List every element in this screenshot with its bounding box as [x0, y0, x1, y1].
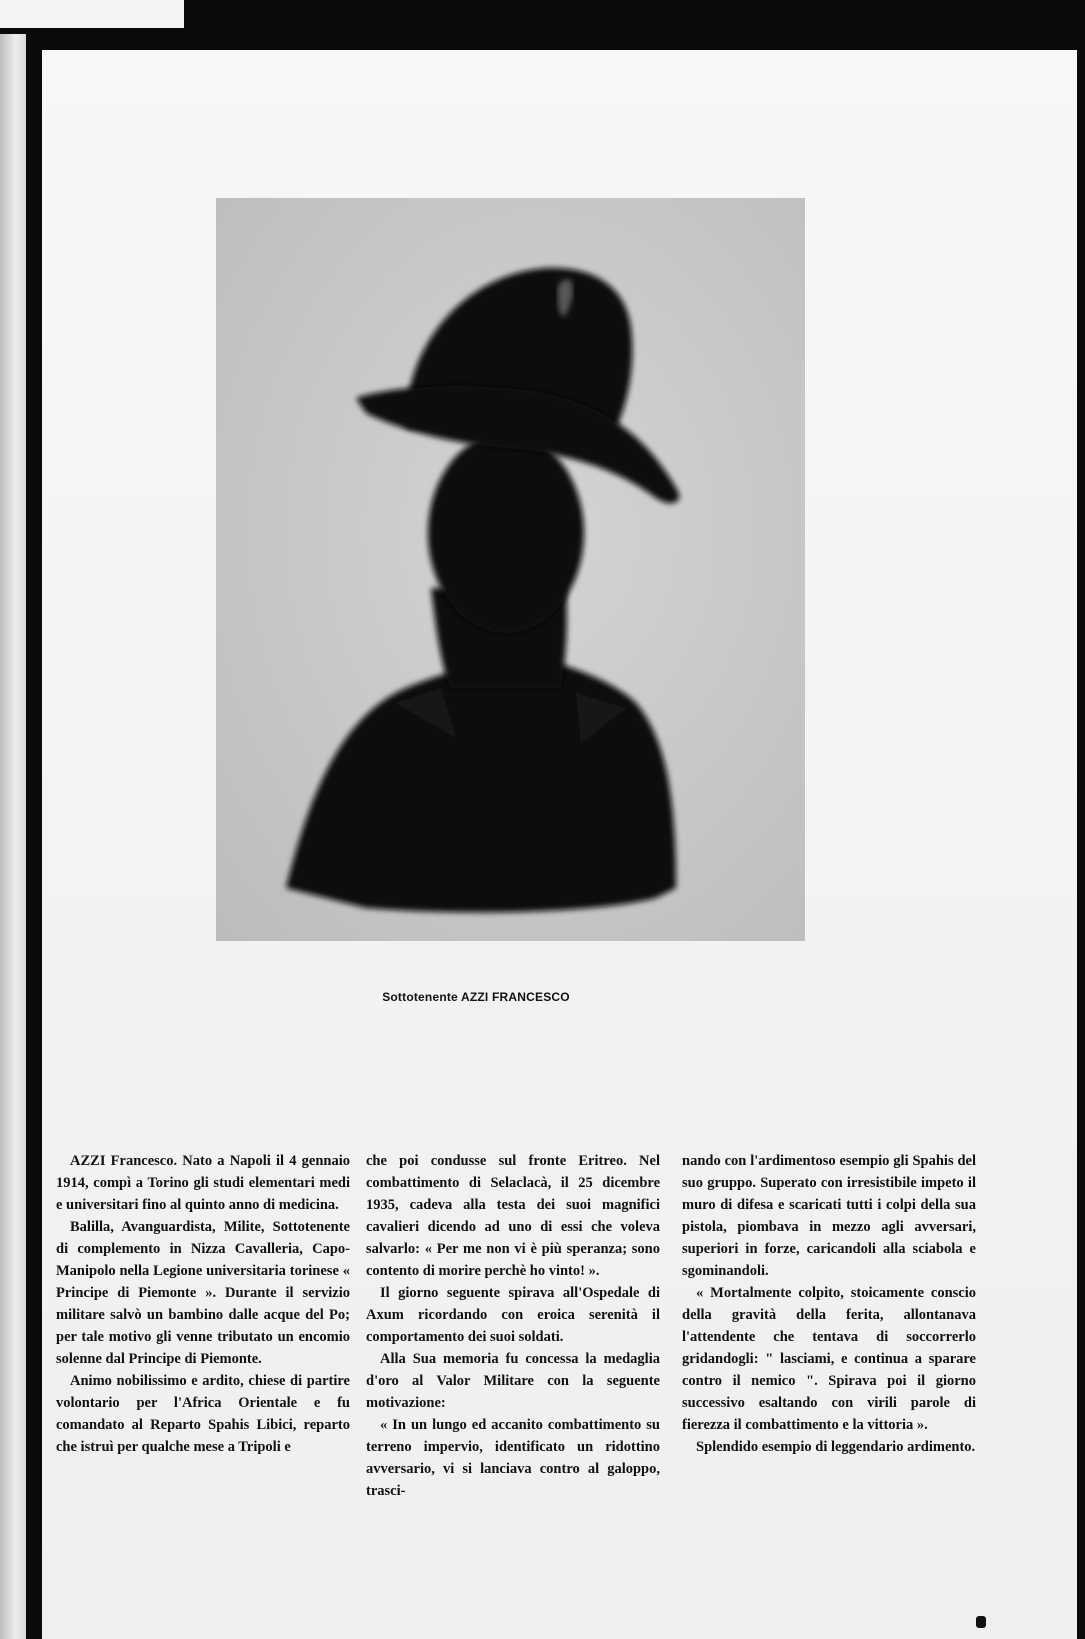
text-column-2 [366, 1150, 660, 1502]
paragraph: nando con l'ardimentoso esempio gli Spahis del suo gruppo. Superato con irresistibile impeto il muro di difesa e scaricati tutti i colpi della sua pistola, piombava in mezzo agli avversari, superiori in forze, caricandoli alla sciabola e sgominandoli. [682, 1153, 976, 1279]
paragraph: Animo nobilissimo e ardito, chiese di partire volontario per l'Africa Orientale e fu comandato al Reparto Spahis Libici, reparto che istruì per qualche mese a Tripoli e [56, 1373, 350, 1455]
text-column-1 [56, 1150, 350, 1458]
paragraph: « Mortalmente colpito, stoicamente conscio della gravità della ferita, allontanava l'attendente che tentava di soccorrerlo gridandogli: " lasciami, e continua a sparare contro il nemico ". Spirava poi il giorno successivo esaltando con virili parole di fierezza il combattimento e la vittoria ». [682, 1285, 976, 1433]
portrait-silhouette [216, 198, 805, 941]
previous-page-edge [0, 34, 26, 1639]
paragraph: che poi condusse sul fronte Eritreo. Nel combattimento di Selaclacà, il 25 dicembre 1935, cadeva alla testa dei suoi magnifici cavalieri dicendo ad uno di essi che voleva salvarlo: « Per me non vi è più speranza; sono contento di morire perchè ho vinto! ». [366, 1153, 660, 1279]
paragraph: Il giorno seguente spirava all'Ospedale di Axum ricordando con eroica serenità il comportamento dei suoi soldati. [366, 1285, 660, 1345]
scan-border-tab [0, 0, 184, 28]
ink-mark [976, 1616, 986, 1628]
photo-caption: Sottotenente AZZI FRANCESCO [382, 990, 570, 1004]
portrait-photo [216, 198, 805, 941]
book-page [42, 50, 1077, 1639]
paragraph: Splendido esempio di leggendario ardimento. [696, 1439, 976, 1455]
paragraph: Balilla, Avanguardista, Milite, Sottotenente di complemento in Nizza Cavalleria, Capo-Manipolo nella Legione universitaria torinese « Principe di Piemonte ». Durante il servizio militare salvò un bambino dalle acque del Po; per tale motivo gli venne tributato un encomio solenne dal Principe di Piemonte. [56, 1219, 350, 1367]
paragraph: « In un lungo ed accanito combattimento su terreno impervio, identificato un ridottino avversario, vi si lanciava contro al galoppo, trasci- [366, 1417, 660, 1499]
text-column-3 [682, 1150, 976, 1458]
paragraph: AZZI Francesco. Nato a Napoli il 4 gennaio 1914, compì a Torino gli studi elementari medi e universitari fino al quinto anno di medicina. [56, 1153, 350, 1213]
paragraph: Alla Sua memoria fu concessa la medaglia d'oro al Valor Militare con la seguente motivazione: [366, 1351, 660, 1411]
